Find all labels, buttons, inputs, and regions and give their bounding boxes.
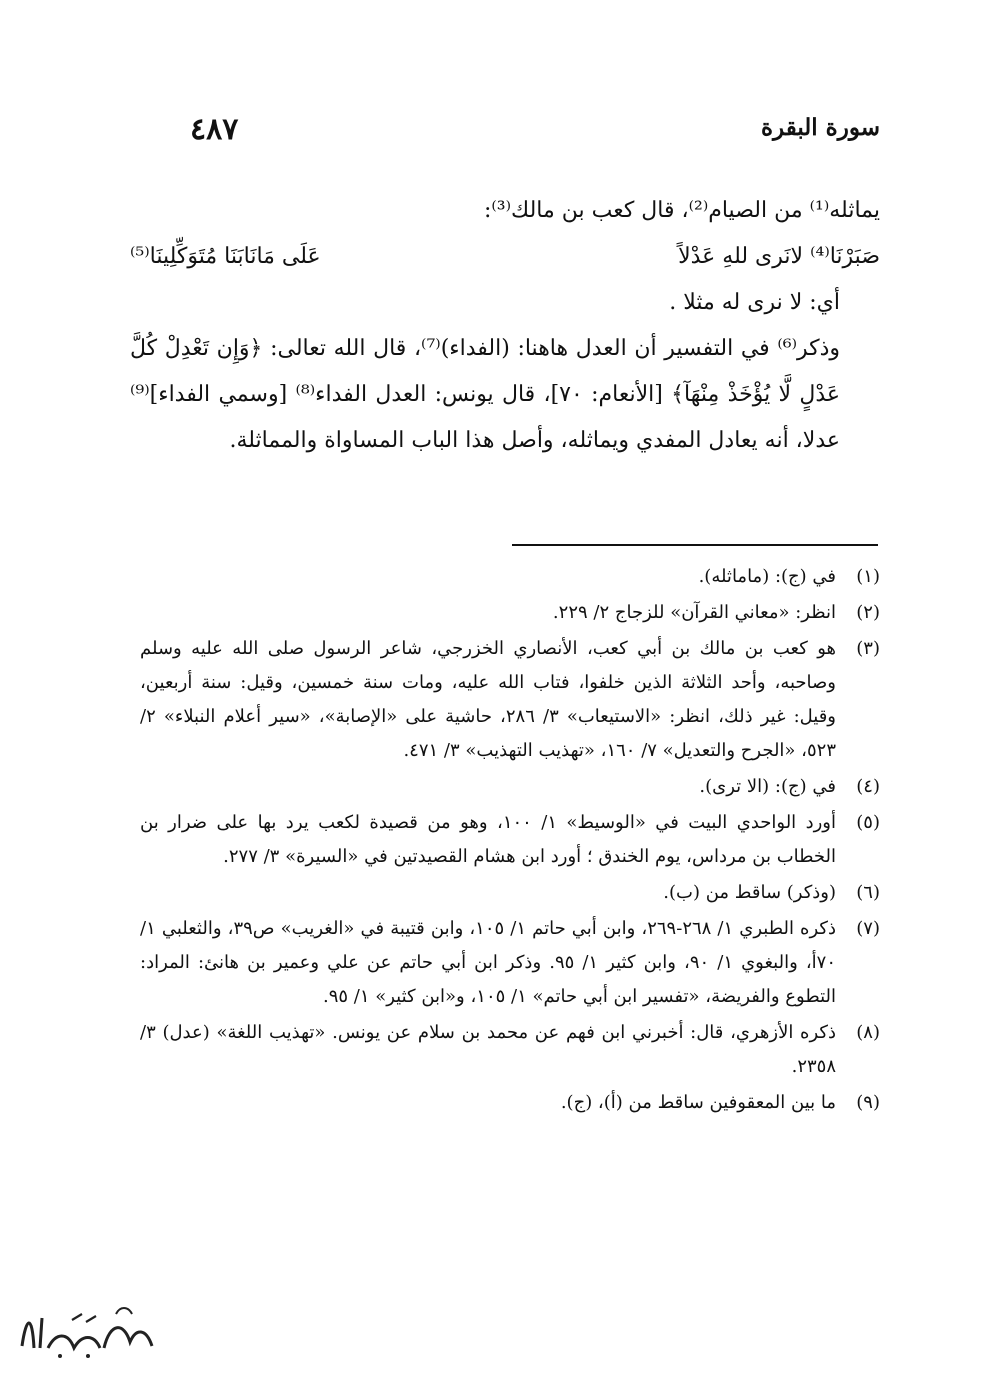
footnote-item [140, 806, 880, 874]
footnote-item [140, 632, 880, 768]
footnote-item [140, 876, 880, 910]
page-number: ٤٨٧ [190, 112, 239, 147]
footnote-number: (٥) [856, 812, 880, 833]
footnotes [140, 560, 880, 1122]
footnote-text: أورد الواحدي البيت في «الوسيط» ١/ ١٠٠، وهو من قصيدة لكعب يرد بها على ضرار بن الخطاب بن مرداس، يوم الخندق ؛ أورد ابن هشام القصيدتين في «السيرة» ٣/ ٢٧٧. [140, 812, 836, 867]
footnote-text: هو كعب بن مالك بن أبي كعب، الأنصاري الخزرجي، شاعر الرسول صلى الله عليه وسلم وصاحبه، وأحد الثلاثة الذين خلفوا، فتاب الله عليه، ومات سنة خمسين، وقيل: سنة أربعين، وقيل: غير ذلك، انظر: «الاستيعاب» ٣/ ٢٨٦، حاشية على «الإصابة»، «سير أعلام النبلاء» ٢/ ٥٢٣، «الجرح والتعديل» ٧/ ١٦٠، «تهذيب التهذيب» ٣/ ٤٧١. [140, 638, 836, 761]
footnote-number: (١) [856, 566, 880, 587]
main-line-3: أي: لا نرى له مثلا . [669, 290, 840, 315]
main-text [130, 188, 880, 464]
poem-first-hemistich: صَبَرْنَا⁽⁴⁾ لانَرى للهِ عَدْلاً [678, 244, 880, 269]
footnote-number: (٢) [856, 602, 880, 623]
main-line-1: يماثله⁽¹⁾ من الصيام⁽²⁾، قال كعب بن مالك⁽³⁾: [483, 198, 880, 223]
main-paragraph: وذكر⁽⁶⁾ في التفسير أن العدل هاهنا: (الفداء)⁽⁷⁾، قال الله تعالى: ﴿وَإِن تَعْدِلْ كُلَّ عَدْلٍ لَّا يُؤْخَذْ مِنْهَآ﴾ [الأنعام: ٧٠]، قال يونس: العدل الفداء⁽⁸⁾ [وسمي الفداء]⁽⁹⁾ عدلا، أنه يعادل المفدي ويماثله، وأصل هذا الباب المساواة والمماثلة. [130, 336, 841, 453]
footnote-text: ذكره الطبري ١/ ٢٦٨-٢٦٩، وابن أبي حاتم ١/ ١٠٥، وابن قتيبة في «الغريب» ص٣٩، والثعلبي ١/ ٧٠أ، والبغوي ١/ ٩٠، وابن كثير ١/ ٩٥. وذكر ابن أبي حاتم عن علي وعمير بن هانئ: المراد: التطوع والفريضة، «تفسير ابن أبي حاتم» ١/ ١٠٥، و«ابن كثير» ١/ ٩٥. [140, 918, 836, 1007]
page-header [190, 112, 880, 152]
footnote-item [140, 596, 880, 630]
footnote-number: (٤) [856, 776, 880, 797]
footnote-item [140, 770, 880, 804]
footnote-text: ما بين المعقوفين ساقط من (أ)، (ج). [560, 1092, 836, 1113]
footnote-number: (٩) [856, 1092, 880, 1113]
calligraphy-logo [12, 1298, 162, 1370]
footnote-text: انظر: «معاني القرآن» للزجاج ٢/ ٢٢٩. [552, 602, 836, 623]
footnote-number: (٣) [856, 638, 880, 659]
footnote-text: في (ج): (ماماثله). [698, 566, 836, 587]
footnote-separator [512, 544, 878, 546]
footnote-text: ذكره الأزهري، قال: أخبرني ابن فهم عن محمد بن سلام عن يونس. «تهذيب اللغة» (عدل) ٣/ ٢٣٥٨. [140, 1022, 836, 1077]
footnote-text: (وذكر) ساقط من (ب). [663, 882, 836, 903]
footnote-text: في (ج): (الا ترى). [699, 776, 836, 797]
footnote-number: (٨) [856, 1022, 880, 1043]
footnote-number: (٧) [856, 918, 880, 939]
footnote-item [140, 1016, 880, 1084]
footnote-item [140, 1086, 880, 1120]
poem-second-hemistich: عَلَى مَانَابَنَا مُتَوَكِّلِينَا⁽⁵⁾ [130, 244, 321, 269]
surah-title: سورة البقرة [760, 114, 880, 141]
footnote-item [140, 560, 880, 594]
footnote-item [140, 912, 880, 1014]
footnote-number: (٦) [856, 882, 880, 903]
poetry-verse [130, 234, 880, 280]
